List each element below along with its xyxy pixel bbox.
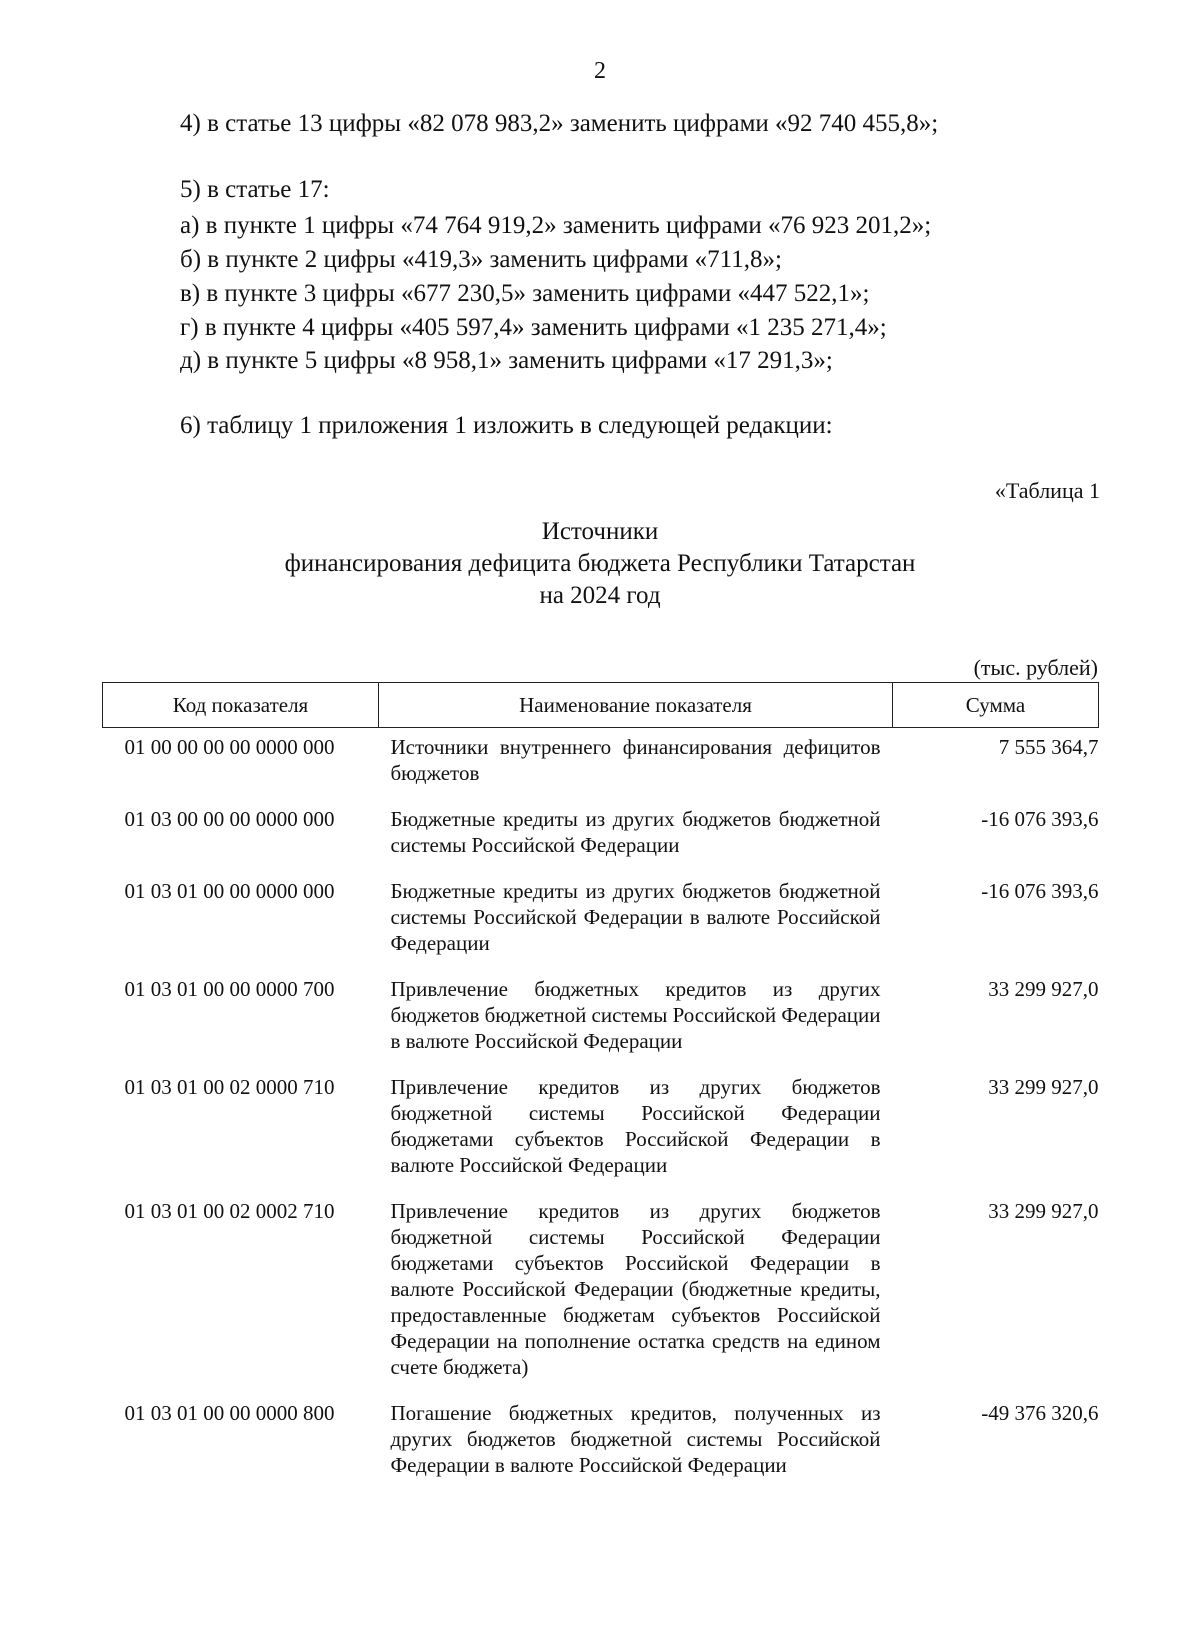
title-line-3: на 2024 год — [539, 582, 661, 609]
units-label: (тыс. рублей) — [973, 655, 1098, 680]
row-code: 01 00 00 00 00 0000 000 — [124, 735, 335, 759]
row-name: Бюджетные кредиты из других бюджетов бюджетной системы Российской Федерации — [390, 807, 881, 857]
amendment-5g: г) в пункте 4 цифры «405 597,4» заменить цифрами «1 235 271,4»; — [180, 314, 887, 341]
row-code: 01 03 01 00 02 0002 710 — [124, 1199, 335, 1223]
amendment-4: 4) в статье 13 цифры «82 078 983,2» заменить цифрами «92 740 455,8»; — [180, 110, 939, 137]
header-code: Код показателя — [103, 683, 379, 728]
amendment-5d: д) в пункте 5 цифры «8 958,1» заменить цифрами «17 291,3»; — [180, 347, 833, 374]
row-sum: 7 555 364,7 — [998, 735, 1099, 759]
header-sum: Сумма — [893, 683, 1099, 728]
table-row — [103, 1068, 1099, 1192]
row-code: 01 03 01 00 02 0000 710 — [124, 1075, 335, 1099]
row-code: 01 03 00 00 00 0000 000 — [124, 807, 335, 831]
row-code: 01 03 01 00 00 0000 700 — [124, 977, 335, 1001]
row-name: Бюджетные кредиты из других бюджетов бюджетной системы Российской Федерации в валюте Российской Федерации — [390, 879, 881, 955]
table-row — [103, 800, 1099, 872]
row-code: 01 03 01 00 00 0000 000 — [124, 879, 335, 903]
table-row — [103, 872, 1099, 970]
row-name: Привлечение кредитов из других бюджетов бюджетной системы Российской Федерации бюджетами субъектов Российской Федерации в валюте Российской Федерации (бюджетные кредиты, предоставленные бюджетам субъектов Российской Федерации на пополнение остатка средств на едином счете бюджета) — [390, 1199, 881, 1379]
row-name: Привлечение бюджетных кредитов из других бюджетов бюджетной системы Российской Федерации в валюте Российской Федерации — [390, 977, 881, 1053]
row-name: Источники внутреннего финансирования дефицитов бюджетов — [390, 735, 881, 785]
table-row — [103, 1192, 1099, 1394]
amendment-6: 6) таблицу 1 приложения 1 изложить в следующей редакции: — [180, 412, 833, 439]
row-sum: -16 076 393,6 — [981, 807, 1099, 831]
table-row — [103, 1394, 1099, 1492]
table-row — [103, 728, 1099, 801]
amendment-5v: в) в пункте 3 цифры «677 230,5» заменить цифрами «447 522,1»; — [180, 280, 870, 307]
amendment-5: 5) в статье 17: — [180, 176, 330, 203]
financing-table — [102, 682, 1099, 1492]
row-sum: 33 299 927,0 — [988, 1199, 1099, 1223]
page-number: 2 — [594, 58, 606, 84]
table-row — [103, 970, 1099, 1068]
row-sum: -49 376 320,6 — [981, 1401, 1099, 1425]
row-sum: 33 299 927,0 — [988, 1075, 1099, 1099]
amendment-5b: б) в пункте 2 цифры «419,3» заменить цифрами «711,8»; — [180, 246, 782, 273]
row-sum: 33 299 927,0 — [988, 977, 1099, 1001]
row-name: Привлечение кредитов из других бюджетов бюджетной системы Российской Федерации бюджетами субъектов Российской Федерации в валюте Российской Федерации — [390, 1075, 881, 1177]
table-header-row — [103, 683, 1099, 728]
table-reference: «Таблица 1 — [994, 478, 1100, 503]
header-name: Наименование показателя — [379, 683, 893, 728]
row-name: Погашение бюджетных кредитов, полученных из других бюджетов бюджетной системы Российской Федерации в валюте Российской Федерации — [390, 1401, 881, 1477]
title-line-2: финансирования дефицита бюджета Республики Татарстан — [284, 550, 916, 577]
amendment-5a: а) в пункте 1 цифры «74 764 919,2» заменить цифрами «76 923 201,2»; — [180, 212, 932, 239]
row-sum: -16 076 393,6 — [981, 879, 1099, 903]
title-line-1: Источники — [541, 518, 659, 545]
row-code: 01 03 01 00 00 0000 800 — [124, 1401, 335, 1425]
